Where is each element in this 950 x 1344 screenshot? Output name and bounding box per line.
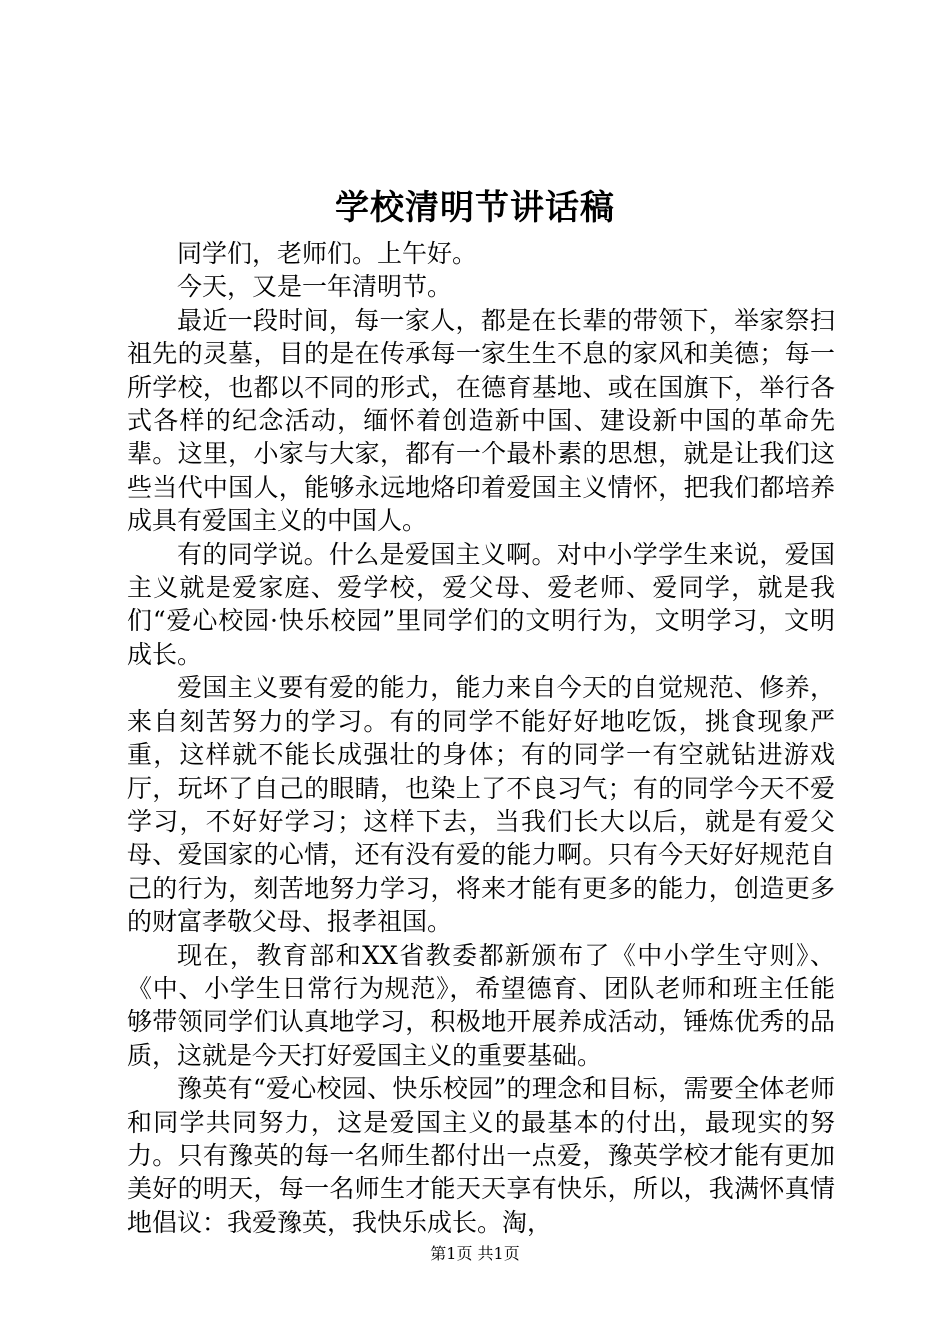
paragraph: 最近一段时间，每一家人，都是在长辈的带领下，举家祭扫祖先的灵墓，目的是在传承每一家生生不息的家风和美德；每一所学校，也都以不同的形式，在德育基地、或在国旗下，举行各式各样的纪念活动，缅怀着创造新中国、建设新中国的革命先辈。这里，小家与大家，都有一个最朴素的思想，就是让我们这些当代中国人，能够永远地烙印着爱国主义情怀，把我们都培养成具有爱国主义的中国人。 [127,305,835,536]
paragraph: 豫英有“爱心校园、快乐校园”的理念和目标，需要全体老师和同学共同努力，这是爱国主义的最基本的付出，最现实的努力。只有豫英的每一名师生都付出一点爱，豫英学校才能有更加美好的明天，每一名师生才能天天享有快乐，所以，我满怀真情地倡议：我爱豫英，我快乐成长。淘， [127,1074,835,1237]
page-footer: 第1页 共1页 [430,1244,520,1263]
paragraph: 爱国主义要有爱的能力，能力来自今天的自觉规范、修养，来自刻苦努力的学习。有的同学不能好好地吃饭，挑食现象严重，这样就不能长成强壮的身体；有的同学一有空就钻进游戏厅，玩坏了自己的眼睛，也染上了不良习气；有的同学今天不爱学习，不好好学习；这样下去，当我们长大以后，就是有爱父母、爱国家的心情，还有没有爱的能力啊。只有今天好好规范自己的行为，刻苦地努力学习，将来才能有更多的能力，创造更多的财富孝敬父母、报孝祖国。 [127,673,835,937]
paragraph: 有的同学说。什么是爱国主义啊。对中小学学生来说，爱国主义就是爱家庭、爱学校，爱父母、爱老师、爱同学，就是我们“爱心校园·快乐校园”里同学们的文明行为，文明学习，文明成长。 [127,539,835,669]
document-body [127,237,835,1239]
paragraph: 现在，教育部和XX省教委都新颁布了《中小学生守则》、《中、小学生日常行为规范》，希望德育、团队老师和班主任能够带领同学们认真地学习，积极地开展养成活动，锤炼优秀的品质，这就是今天打好爱国主义的重要基础。 [127,940,835,1070]
document-title: 学校清明节讲话稿 [335,188,615,228]
paragraph: 今天，又是一年清明节。 [177,272,453,302]
paragraph: 同学们，老师们。上午好。 [177,239,478,268]
